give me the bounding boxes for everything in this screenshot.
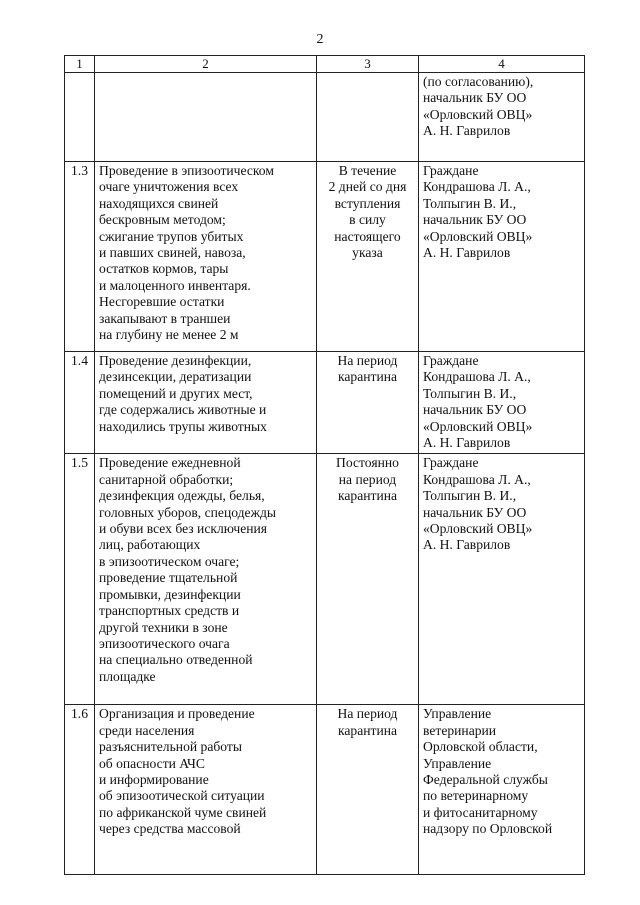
term-line: вступления [334,195,401,211]
term-line: На период [337,353,398,368]
responsible-line: «Орловский ОВЦ» [423,228,533,244]
action-line: проведение тщательной [99,570,238,586]
responsible-line: Управление [423,755,492,771]
action-cell [95,73,317,162]
action-line: по африканской чуме свиней [99,804,267,820]
action-line: и павших свиней, навоза, [99,245,246,261]
table-header-row [65,56,585,73]
row-number: 1.3 [65,162,95,352]
responsible-line: ветеринарии [423,722,497,738]
responsible-line: «Орловский ОВЦ» [423,106,533,122]
action-cell [95,705,317,875]
action-line: бескровным методом; [99,212,226,228]
action-line: находились трупы животных [99,418,267,434]
responsible-line: Граждане [423,455,479,471]
action-line: площадке [99,668,156,684]
action-line: промывки, дезинфекции [99,586,241,602]
responsible-line: надзору по Орловской [423,821,553,837]
term-line: На период [337,706,398,722]
responsible-cell [419,705,585,875]
term-line: В течение [338,163,397,178]
responsible-line: и фитосанитарному [423,804,538,820]
row-number: 1.5 [65,454,95,705]
responsible-cell [419,162,585,352]
term-line: Постоянно [336,455,399,471]
action-line: среди населения [99,722,195,738]
term-cell [317,73,419,162]
responsible-line: Граждане [423,163,479,178]
responsible-line: Кондрашова Л. А., [423,471,531,487]
page-number: 2 [316,32,324,47]
action-line: и обуви всех без исключения [99,521,268,537]
header-cell-1: 1 [65,56,95,73]
row-number: 1.4 [65,352,95,454]
action-line: Проведение в эпизоотическом [99,163,274,178]
responsible-line: Федеральной службы [423,772,548,788]
action-line: Несгоревшие остатки [99,294,225,310]
action-line: очаге уничтожения всех [99,179,239,195]
action-line: остатков кормов, тары [99,261,229,277]
term-line: карантина [337,722,398,738]
action-line: на глубину не менее 2 м [99,327,239,343]
responsible-line: Управление [423,706,492,722]
responsible-line: Кондрашова Л. А., [423,179,531,195]
term-line: на период [338,471,397,487]
action-line: головных уборов, спецодежды [99,504,277,520]
action-line: лиц, работающих [99,537,201,553]
action-line: и малоценного инвентаря. [99,277,251,293]
row-number: 1.6 [65,705,95,875]
action-line: сжигание трупов убитых [99,228,244,244]
action-line: разъяснительной работы [99,739,242,755]
responsible-line: Толпыгин В. И., [423,195,517,211]
responsible-line: Толпыгин В. И., [423,385,517,401]
action-cell [95,454,317,705]
responsible-cell [419,73,585,162]
responsible-line: начальник БУ ОО [423,402,527,418]
action-line: дезинсекции, дератизации [99,369,252,385]
action-cell [95,162,317,352]
action-line: и информирование [99,772,209,788]
table-row [65,705,585,875]
responsible-line: А. Н. Гаврилов [423,245,511,261]
action-line: эпизоотического очага [99,635,230,651]
action-line: транспортных средств и [99,603,240,619]
header-cell-2: 2 [95,56,317,73]
action-cell [95,352,317,454]
action-line: находящихся свиней [99,195,219,211]
action-line: об опасности АЧС [99,755,205,771]
action-line: закапывают в траншеи [99,310,231,326]
term-line: указа [352,245,383,261]
action-line: помещений и других мест, [99,385,253,401]
responsible-line: Кондрашова Л. А., [423,369,531,385]
table-row [65,162,585,352]
header-cell-4: 4 [419,56,585,73]
header-cell-3: 3 [317,56,419,73]
action-line: где содержались животные и [99,402,267,418]
responsible-line: (по согласованию), [423,74,534,89]
table-row [65,352,585,454]
row-number [65,73,95,162]
responsible-line: Толпыгин В. И., [423,488,517,504]
responsible-line: А. Н. Гаврилов [423,537,511,553]
responsible-line: А. Н. Гаврилов [423,123,511,139]
responsible-cell [419,454,585,705]
responsible-line: «Орловский ОВЦ» [423,521,533,537]
action-line: дезинфекция одежды, белья, [99,488,265,504]
term-cell [317,454,419,705]
term-line: настоящего [334,228,401,244]
term-line: карантина [337,488,398,504]
responsible-line: Орловской области, [423,739,538,755]
term-line: 2 дней со дня [328,179,407,195]
measures-table [64,55,585,875]
action-line: Проведение дезинфекции, [99,353,252,368]
table-row [65,73,585,162]
action-line: на специально отведенной [99,652,253,668]
term-cell [317,162,419,352]
responsible-line: начальник БУ ОО [423,504,527,520]
term-line: в силу [349,212,386,228]
table-row [65,454,585,705]
action-line: другой техники в зоне [99,619,228,635]
term-line: карантина [337,369,398,385]
responsible-line: Граждане [423,353,479,368]
responsible-line: начальник БУ ОО [423,90,527,106]
term-cell [317,352,419,454]
action-line: Проведение ежедневной [99,455,241,471]
action-line: через средства массовой [99,821,241,837]
term-cell [317,705,419,875]
action-line: в эпизоотическом очаге; [99,553,240,569]
responsible-line: начальник БУ ОО [423,212,527,228]
action-line: об эпизоотической ситуации [99,788,265,804]
action-line: санитарной обработки; [99,471,234,487]
responsible-line: «Орловский ОВЦ» [423,418,533,434]
responsible-line: А. Н. Гаврилов [423,435,511,451]
responsible-line: по ветеринарному [423,788,529,804]
responsible-cell [419,352,585,454]
action-line: Организация и проведение [99,706,255,722]
